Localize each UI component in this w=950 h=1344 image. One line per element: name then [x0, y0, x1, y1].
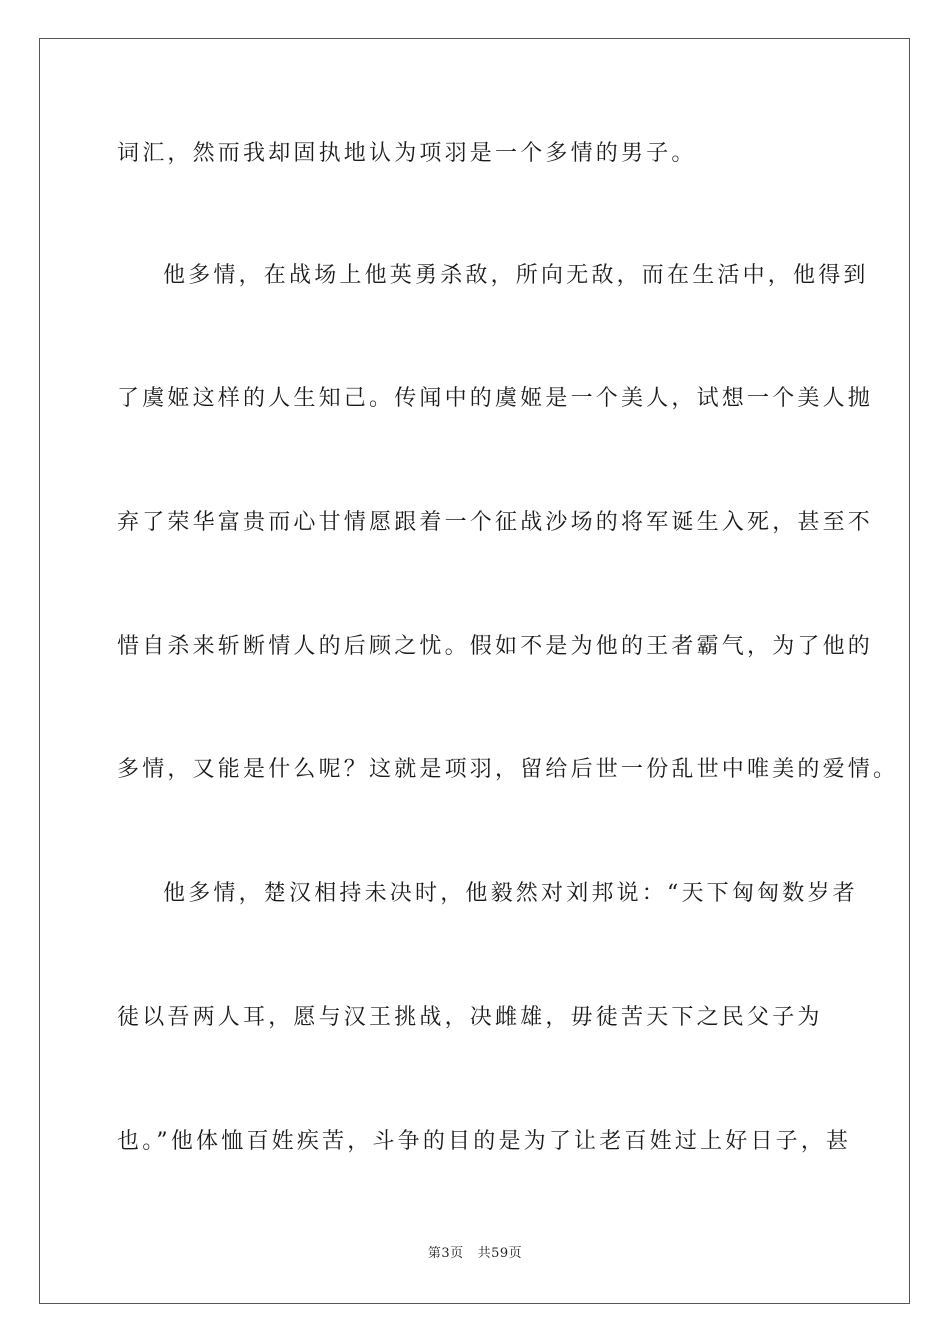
page-number: 第3页	[427, 1246, 464, 1261]
text-line-7: 他多情，楚汉相持未决时，他毅然对刘邦说：“天下匈匈数岁者	[163, 881, 858, 906]
text-line-3: 了虞姬这样的人生知己。传闻中的虞姬是一个美人，试想一个美人抛	[117, 386, 874, 411]
text-line-6: 多情，又能是什么呢？这就是项羽，留给后世一份乱世中唯美的爱情。	[117, 757, 899, 782]
text-line-9: 也。”他体恤百姓疾苦，斗争的目的是为了让老百姓过上好日子，甚	[117, 1129, 852, 1154]
text-line-2: 他多情，在战场上他英勇杀敌，所向无敌，而在生活中，他得到	[163, 263, 869, 288]
text-line-4: 弃了荣华富贵而心甘情愿跟着一个征战沙场的将军诞生入死，甚至不	[117, 510, 874, 535]
text-line-5: 惜自杀来斩断情人的后顾之忧。假如不是为他的王者霸气，为了他的	[117, 634, 874, 659]
page-border	[39, 38, 910, 1304]
text-line-8: 徒以吾两人耳，愿与汉王挑战，决雌雄，毋徒苦天下之民父子为	[117, 1005, 823, 1030]
total-pages: 共59页	[477, 1246, 523, 1261]
text-line-1: 词汇，然而我却固执地认为项羽是一个多情的男子。	[117, 141, 697, 166]
page-footer	[0, 1245, 950, 1263]
